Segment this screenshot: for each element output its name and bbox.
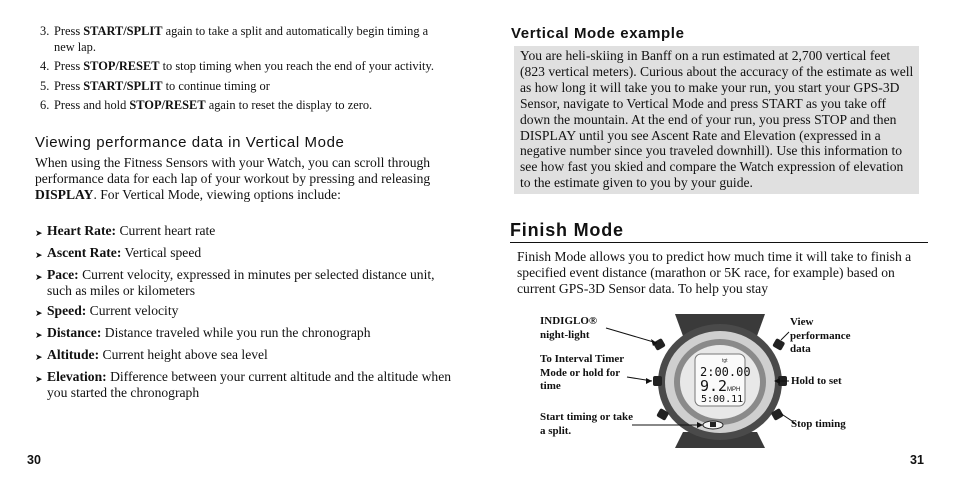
step-number: 5. [40,78,50,93]
callout-indiglo: INDIGLO® night-light [540,315,598,341]
finish-paragraph: Finish Mode allows you to predict how much time it will take to finish a specified event distance (marathon or 5K race, for example) based on current GPS-3D Sensor data. To help you stay [517,249,912,296]
intro-text: When using the Fitness Sensors with your Watch, you can scroll through performance data for each lap of your workout by pressing and releasing [35,155,431,186]
step-text: again to take a split and automatically begin timing a new lap. [54,24,429,54]
step-text: Press [54,78,84,93]
option-text: Vertical speed [121,245,202,260]
step-button-name: START/SPLIT [83,78,163,93]
example-box: You are heli-skiing in Banff on a run estimated at 2,700 vertical feet (823 vertical meters). Curious about the accuracy of the estimate as well as how long it will take you to make your run, you start your GPS-3D Sensor, navigate to Vertical Mode and press START as you take off down the mountain. At the end of your run, you press STOP and then DISPLAY until you see Ascent Rate and Elevation (expressed in a negative number since you traveled downhill). Use this information to see how fast you skied and compare the Watch expression of elevation to the estimate given to you by your guide. [514,46,919,194]
arrow-bullet-icon: ➤ [35,352,43,362]
display-line-2: 9.2 [700,377,728,395]
option-text: Distance traveled while you run the chronograph [101,325,371,340]
intro-text: . For Vertical Mode, viewing options include: [93,187,341,202]
page-number-right: 31 [910,453,924,467]
page-number-left: 30 [27,453,41,467]
step-text: Press and hold [54,98,130,112]
option-label: Altitude: [47,347,100,362]
option-text: Current velocity [86,303,179,318]
option-label: Elevation: [47,369,107,384]
section-heading-vertical-mode: Viewing performance data in Vertical Mode [35,134,345,151]
arrow-bullet-icon: ➤ [35,228,43,238]
steps-list [40,24,450,118]
step-number: 4. [40,59,50,73]
step-number: 3. [40,24,50,38]
step-item [40,79,450,95]
watch-diagram [477,0,954,477]
intro-button-name: DISPLAY [35,187,94,202]
callout-start: Start timing or take a split. [540,411,633,437]
step-button-name: START/SPLIT [83,24,163,38]
callout-hold: Hold to set [791,375,842,387]
option-item [35,267,455,299]
arrow-bullet-icon: ➤ [35,308,43,318]
step-item [40,24,450,55]
option-item [35,245,455,263]
display-line-3: 5:00.11 [701,394,744,405]
option-label: Distance: [47,325,102,340]
arrow-bullet-icon: ➤ [35,330,43,340]
callout-stop: Stop timing [791,418,846,430]
display-indicator: tgt [722,358,728,364]
step-item [40,59,450,75]
arrow-bullet-icon: ➤ [35,250,43,260]
step-text: to stop timing when you reach the end of your activity. [159,59,434,73]
option-label: Ascent Rate: [47,245,122,260]
section-heading-vertical-example: Vertical Mode example [511,25,685,42]
right-page [477,0,954,477]
step-text: again to reset the display to zero. [205,98,373,112]
option-text: Current velocity, expressed in minutes per selected distance unit, such as miles or kilometers [47,267,435,298]
option-item [35,347,455,365]
section-heading-finish-mode: Finish Mode [510,220,928,243]
arrow-bullet-icon: ➤ [35,374,43,384]
option-text: Current heart rate [116,223,216,238]
step-button-name: STOP/RESET [83,59,160,73]
intro-paragraph [35,155,455,203]
callout-interval: To Interval Timer Mode or hold for time [540,353,624,392]
option-text: Current height above sea level [99,347,268,362]
option-item [35,369,455,401]
display-line-1: 2:00.00 [700,365,751,379]
step-item [40,98,450,114]
step-text: Press [54,59,84,73]
option-item [35,303,455,321]
step-number: 6. [40,98,50,112]
callout-view: View performance data [790,316,851,355]
step-button-name: STOP/RESET [129,98,206,112]
option-label: Pace: [47,267,79,282]
options-list [35,223,455,405]
option-text: Difference between your current altitude and the altitude when you started the chronograph [47,369,452,400]
option-label: Heart Rate: [47,223,117,238]
step-text: to continue timing or [162,78,270,93]
step-text: Press [54,24,84,38]
arrow-bullet-icon: ➤ [35,272,43,282]
option-item [35,325,455,343]
display-unit: MPH [727,387,741,393]
option-item [35,223,455,241]
option-label: Speed: [47,303,87,318]
